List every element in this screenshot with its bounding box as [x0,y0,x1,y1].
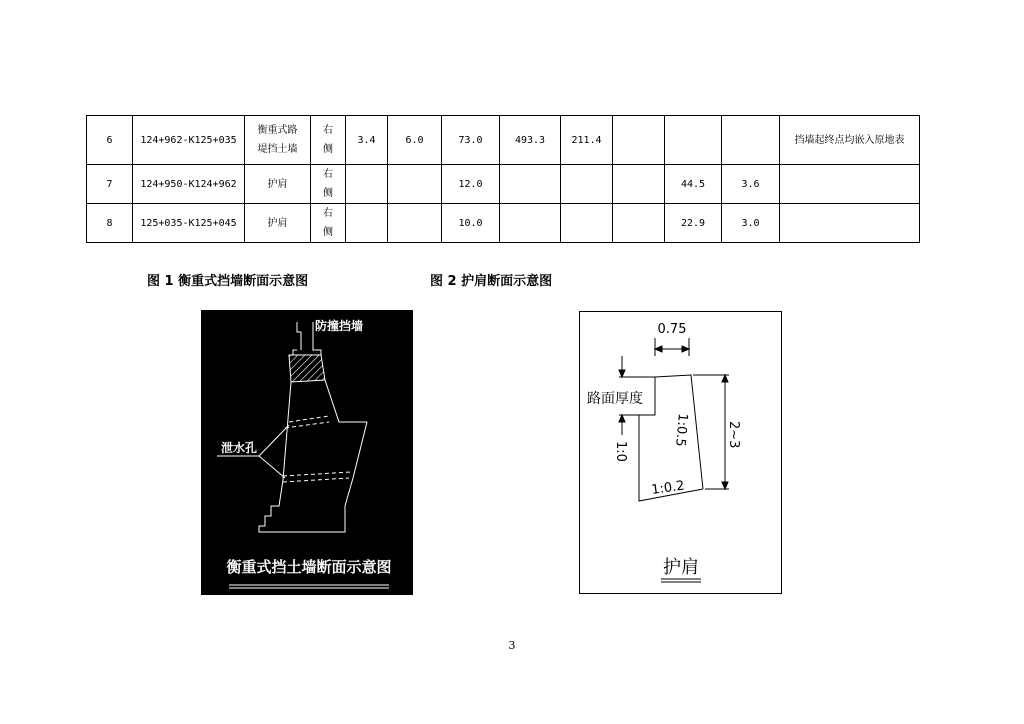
page-number: 3 [508,639,516,652]
cell: 3.6 [722,165,780,204]
slope-left-label: 1:0 [613,441,628,462]
barrier-label: 防撞挡墙 [315,319,364,333]
row-side: 右 侧 [311,165,346,204]
row-note: 挡墙起终点均嵌入原地表 [780,116,920,165]
cell: 6.0 [388,116,442,165]
cell: 10.0 [442,204,500,243]
cell [665,116,722,165]
table-row [87,116,920,165]
table-row [87,165,920,204]
cell [500,204,561,243]
row-type: 护肩 [245,165,311,204]
cell [722,116,780,165]
diagram-title: 衡重式挡土墙断面示意图 [226,558,392,576]
row-type: 护肩 [245,204,311,243]
dim-top-label: 0.75 [657,322,687,337]
cell [561,165,613,204]
drain-label: 泄水孔 [221,441,258,455]
cell: 211.4 [561,116,613,165]
spec-table [86,115,920,243]
cell [613,165,665,204]
hatched-cap-block [289,355,325,382]
row-side: 右 侧 [311,116,346,165]
cell: 73.0 [442,116,500,165]
diagram-frame [580,312,782,594]
cell [613,116,665,165]
row-no: 8 [87,204,133,243]
cell: 3.4 [346,116,388,165]
row-range: 124+962-K125+035 [133,116,245,165]
cell: 44.5 [665,165,722,204]
cell [346,165,388,204]
row-no: 7 [87,165,133,204]
cell [561,204,613,243]
table-row [87,204,920,243]
slope-back-label: 1:0.5 [672,412,690,448]
cell [346,204,388,243]
height-label: 2~3 [726,421,741,449]
figure-1-caption: 图 1 衡重式挡墙断面示意图 [147,274,309,289]
row-side: 右 侧 [311,204,346,243]
row-note [780,165,920,204]
pavement-label: 路面厚度 [587,391,643,407]
cell: 22.9 [665,204,722,243]
retaining-wall-diagram [201,310,413,595]
row-type: 衡重式路 堤挡土墙 [245,116,311,165]
figure-2-caption: 图 2 护肩断面示意图 [430,274,553,289]
diagram-title: 护肩 [663,557,699,578]
row-note [780,204,920,243]
row-no: 6 [87,116,133,165]
cell: 3.0 [722,204,780,243]
cell [613,204,665,243]
row-range: 124+950-K124+962 [133,165,245,204]
cell [500,165,561,204]
cell: 493.3 [500,116,561,165]
cell: 12.0 [442,165,500,204]
cell [388,204,442,243]
slope-bottom-label: 1:0.2 [650,478,686,498]
cell [388,165,442,204]
shoulder-diagram [579,311,782,594]
row-range: 125+035-K125+045 [133,204,245,243]
